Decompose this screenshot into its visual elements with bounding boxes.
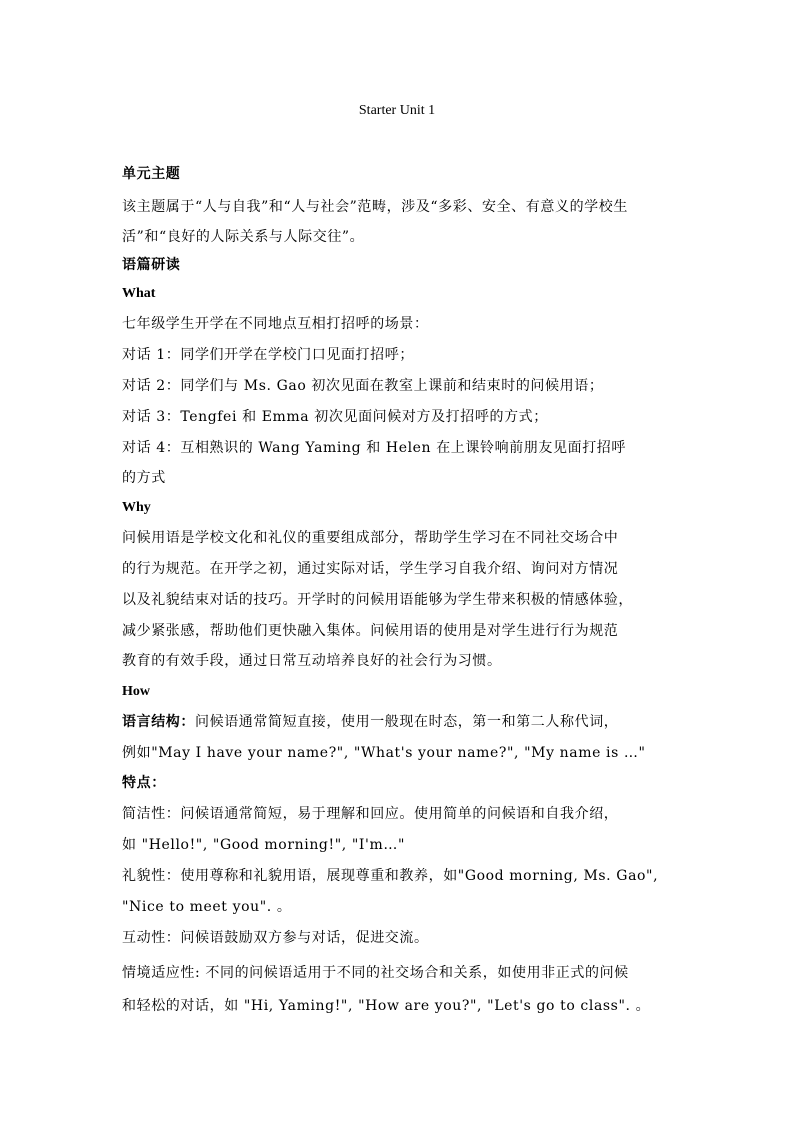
context-line-2: 和轻松的对话，如 "Hi, Yaming!", "How are you?", "Let's go to class". 。: [122, 998, 651, 1014]
document-title: Starter Unit 1: [358, 103, 436, 118]
theme-text-line-2: 活”和“良好的人际关系与人际交往”。: [122, 229, 365, 245]
concise-line-1: 简洁性：问候语通常简短，易于理解和回应。使用简单的问候语和自我介绍，: [122, 806, 619, 822]
concise-line-2: 如 "Hello!", "Good morning!", "I'm…": [122, 837, 405, 853]
theme-text-line-1: 该主题属于“人与自我”和“人与社会”范畴，涉及“多彩、安全、有意义的学校生: [122, 199, 628, 215]
polite-line-2: "Nice to meet you". 。: [122, 899, 292, 915]
dialog-3: 对话 3：Tengfei 和 Emma 初次见面问候对方及打招呼的方式；: [122, 409, 548, 425]
dialog-2: 对话 2：同学们与 Ms. Gao 初次见面在教室上课前和结束时的问候用语；: [122, 378, 604, 394]
why-line-3: 以及礼貌结束对话的技巧。开学时的问候用语能够为学生带来积极的情感体验，: [122, 592, 633, 608]
why-line-2: 的行为规范。在开学之初，通过实际对话，学生学习自我介绍、询问对方情况: [122, 561, 619, 577]
what-heading: What: [122, 286, 156, 301]
context-line-1: 情境适应性: 不同的问候语适用于不同的社交场合和关系，如使用非正式的问候: [122, 965, 629, 981]
polite-line-1: 礼貌性：使用尊称和礼貌用语，展现尊重和教养，如"Good morning, Ms. Gao",: [122, 868, 659, 884]
why-line-4: 减少紧张感，帮助他们更快融入集体。问候用语的使用是对学生进行行为规范: [122, 623, 619, 639]
interactive-line: 互动性：问候语鼓励双方参与对话，促进交流。: [122, 930, 429, 946]
theme-heading: 单元主题: [122, 166, 181, 182]
dialog-4-line-2: 的方式: [122, 470, 166, 486]
structure-text: 问候语通常简短直接，使用一般现在时态，第一和第二人称代词，: [195, 714, 619, 730]
structure-label: 语言结构：: [122, 714, 195, 730]
reading-heading: 语篇研读: [122, 257, 181, 273]
what-intro: 七年级学生开学在不同地点互相打招呼的场景：: [122, 316, 429, 332]
structure-line-1: [122, 713, 682, 731]
why-line-5: 教育的有效手段，通过日常互动培养良好的社会行为习惯。: [122, 653, 502, 669]
how-heading: How: [122, 684, 150, 699]
why-heading: Why: [122, 500, 151, 515]
dialog-4-line-1: 对话 4：互相熟识的 Wang Yaming 和 Helen 在上课铃响前朋友见面打招呼: [122, 440, 627, 456]
dialog-1: 对话 1：同学们开学在学校门口见面打招呼；: [122, 347, 414, 363]
why-line-1: 问候用语是学校文化和礼仪的重要组成部分，帮助学生学习在不同社交场合中: [122, 530, 619, 546]
features-heading: 特点：: [122, 775, 166, 791]
structure-line-2: 例如"May I have your name?", "What's your name?", "My name is …": [122, 745, 646, 761]
